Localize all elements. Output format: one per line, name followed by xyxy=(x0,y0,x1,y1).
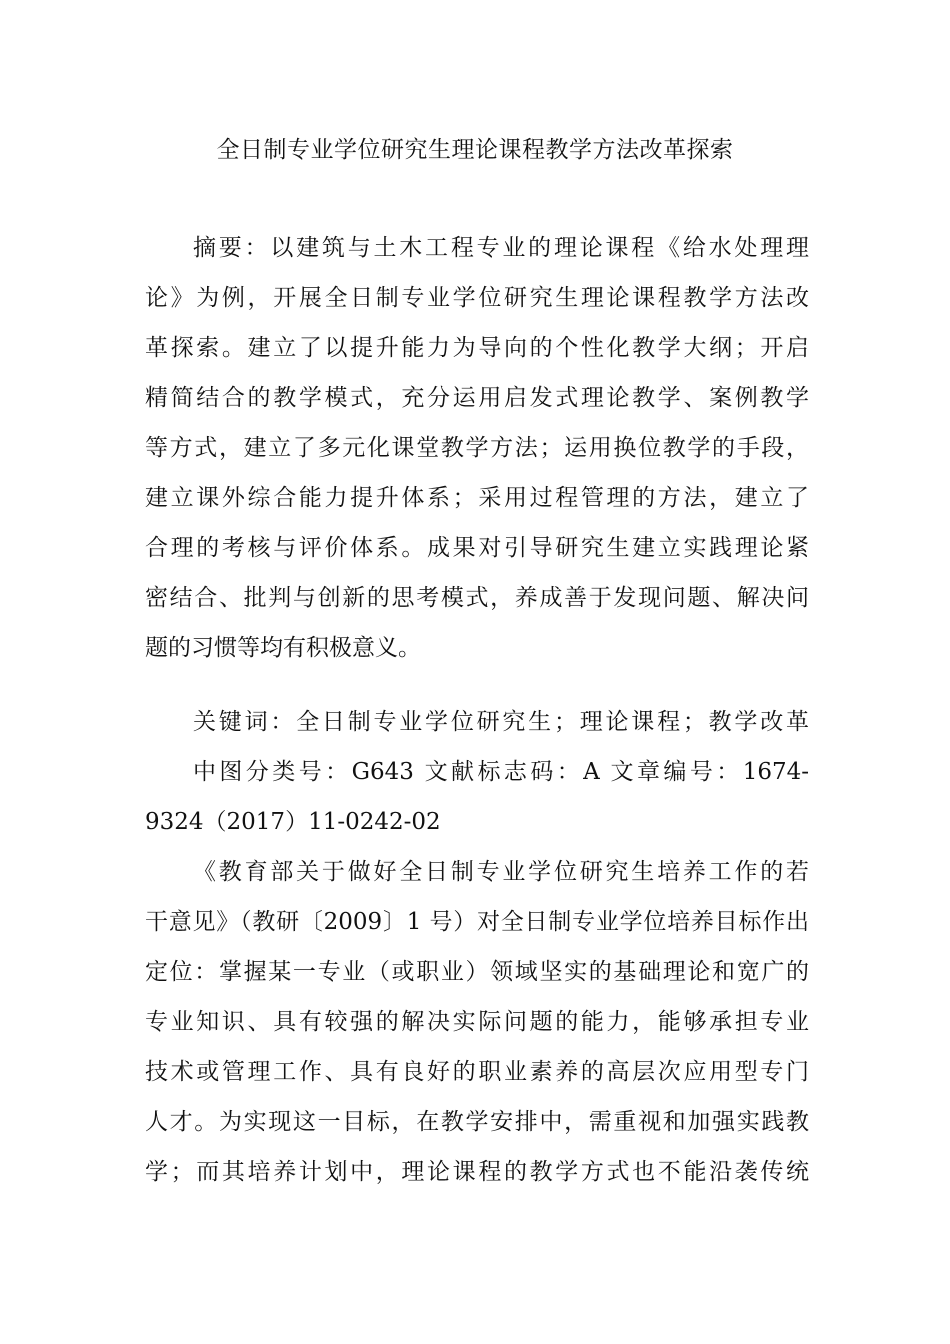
abstract-line: 密结合、批判与创新的思考模式，养成善于发现问题、解决问 xyxy=(145,585,809,611)
keywords-line: 关键词：全日制专业学位研究生；理论课程；教学改革 xyxy=(193,709,809,735)
abstract-line: 摘要：以建筑与土木工程专业的理论课程《给水处理理 xyxy=(193,235,809,261)
body-line: 定位：掌握某一专业（或职业）领域坚实的基础理论和宽广的 xyxy=(145,959,809,985)
abstract-line: 建立课外综合能力提升体系；采用过程管理的方法，建立了 xyxy=(145,485,809,511)
body-line: 干意见》（教研〔2009〕1 号）对全日制专业学位培养目标作出 xyxy=(145,909,809,935)
body-line: 学；而其培养计划中，理论课程的教学方式也不能沿袭传统 xyxy=(145,1159,809,1185)
abstract-line: 合理的考核与评价体系。成果对引导研究生建立实践理论紧 xyxy=(145,535,809,561)
document-title: 全日制专业学位研究生理论课程教学方法改革探索 xyxy=(216,137,734,163)
abstract-line: 等方式，建立了多元化课堂教学方法；运用换位教学的手段， xyxy=(145,435,809,461)
body-line: 专业知识、具有较强的解决实际问题的能力，能够承担专业 xyxy=(145,1009,809,1035)
abstract-line: 论》为例，开展全日制专业学位研究生理论课程教学方法改 xyxy=(145,285,809,311)
body-line: 《教育部关于做好全日制专业学位研究生培养工作的若 xyxy=(193,859,809,885)
abstract-line: 题的习惯等均有积极意义。 xyxy=(145,635,421,661)
abstract-line: 精简结合的教学模式，充分运用启发式理论教学、案例教学 xyxy=(145,385,809,411)
body-line: 人才。为实现这一目标，在教学安排中，需重视和加强实践教 xyxy=(145,1109,809,1135)
body-line: 技术或管理工作、具有良好的职业素养的高层次应用型专门 xyxy=(145,1059,809,1085)
abstract-line: 革探索。建立了以提升能力为导向的个性化教学大纲；开启 xyxy=(145,335,809,361)
classification-line: 9324（2017）11-0242-02 xyxy=(145,809,441,835)
classification-line: 中图分类号：G643 文献标志码：A 文章编号：1674- xyxy=(193,759,809,785)
